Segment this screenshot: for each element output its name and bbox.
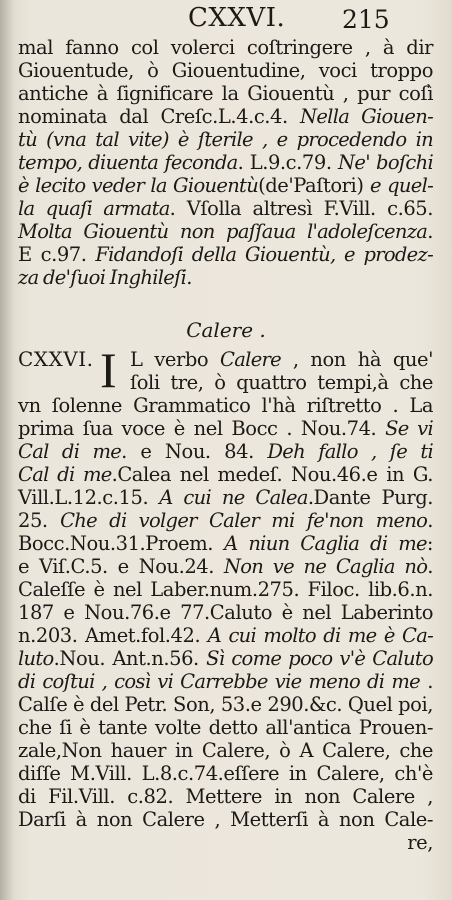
italic-quotation: Nella Giouen- bbox=[299, 105, 433, 128]
text-line bbox=[18, 808, 433, 831]
entry-number: CXXVI. bbox=[18, 347, 94, 371]
section-heading: Calere . bbox=[186, 318, 266, 342]
entry-cxxvi bbox=[18, 342, 434, 854]
text-line bbox=[18, 532, 433, 555]
text-line bbox=[18, 601, 433, 624]
text-line bbox=[18, 785, 433, 808]
text-segment: vn ſolenne Grammatico l'hà riſtretto . La bbox=[18, 394, 433, 417]
text-line bbox=[18, 151, 433, 174]
text-segment: ſoli tre, ò quattro tempi,à che bbox=[130, 371, 433, 394]
text-line bbox=[18, 578, 433, 601]
text-segment: Vill.L.12.c.15. bbox=[18, 486, 160, 509]
text-segment: n.203. Amet.fol.42. bbox=[18, 624, 208, 647]
text-segment: e Viſ.C.5. e Nou.24. bbox=[18, 555, 224, 578]
text-line bbox=[18, 486, 433, 509]
text-segment: , non hà que' bbox=[281, 348, 433, 371]
text-line bbox=[18, 220, 433, 243]
text-segment: re, bbox=[407, 831, 433, 854]
text-line bbox=[18, 693, 433, 716]
text-segment: . e Nou. 84. bbox=[121, 440, 268, 463]
italic-quotation: Deh fallo , ſe ti bbox=[267, 440, 433, 463]
italic-quotation: Cal di me bbox=[18, 463, 112, 486]
text-segment: mal fanno col volerci coſtringere , à dir bbox=[18, 36, 433, 59]
text-segment: . Vſolla altresì F.Vill. c.65. bbox=[169, 197, 434, 220]
text-segment: diſſe M.Vill. L.8.c.74.eſſere in Calere, ch'è bbox=[18, 762, 433, 785]
text-line bbox=[18, 128, 433, 151]
text-line bbox=[18, 105, 433, 128]
text-segment: Caleſſe è nel Laber.num.275. Filoc. lib.6.n. bbox=[18, 578, 433, 601]
text-line bbox=[18, 647, 433, 670]
text-line bbox=[18, 624, 433, 647]
text-segment: . bbox=[427, 509, 433, 532]
text-segment: .Dante Purg. bbox=[307, 486, 433, 509]
italic-quotation: Che di volger Caler mi fe'non meno bbox=[60, 509, 428, 532]
text-line bbox=[18, 440, 433, 463]
text-segment: E c.97. bbox=[18, 243, 96, 266]
drop-cap-lines bbox=[130, 348, 433, 394]
text-segment: L verbo bbox=[130, 348, 221, 371]
text-line bbox=[18, 197, 433, 220]
text-segment: antiche à ſignificare la Giouentù , pur coſì bbox=[18, 82, 433, 105]
text-line bbox=[18, 555, 433, 578]
text-segment: 187 e Nou.76.e 77.Caluto è nel Laberinto bbox=[18, 601, 433, 624]
entry-opening bbox=[18, 342, 433, 398]
text-segment: . bbox=[419, 670, 433, 693]
text-segment: . bbox=[186, 266, 192, 289]
italic-quotation: A niun Caglia di me bbox=[224, 532, 427, 555]
italic-quotation: Se vi bbox=[385, 417, 433, 440]
text-line bbox=[18, 670, 433, 693]
text-segment: che ſi è tante volte detto all'antica Prouen- bbox=[18, 716, 433, 739]
text-segment: zale,Non hauer in Calere, ò A Calere, che bbox=[18, 739, 433, 762]
italic-quotation: tù (vna tal vite) è ſterile , e procedendo in bbox=[18, 128, 433, 151]
text-line bbox=[18, 82, 433, 105]
text-line bbox=[18, 36, 433, 59]
text-line bbox=[18, 243, 433, 266]
italic-quotation: Sì come poco v'è Caluto bbox=[206, 647, 434, 670]
italic-quotation: luto bbox=[18, 647, 54, 670]
italic-quotation: tempo, diuenta feconda bbox=[18, 151, 238, 174]
text-line bbox=[18, 59, 433, 82]
text-line bbox=[18, 417, 433, 440]
italic-quotation: Calere bbox=[220, 348, 281, 371]
text-line bbox=[130, 371, 433, 394]
text-segment: Bocc.Nou.31.Proem. bbox=[18, 532, 225, 555]
preceding-entry-text bbox=[18, 36, 433, 289]
text-line bbox=[18, 266, 433, 289]
italic-quotation: A cui molto di me è Ca- bbox=[207, 624, 434, 647]
text-segment: : bbox=[426, 532, 433, 555]
text-line bbox=[130, 348, 433, 371]
italic-quotation: Non ve ne Caglia nò bbox=[223, 555, 428, 578]
text-segment: 25. bbox=[18, 509, 61, 532]
italic-quotation: è lecito veder la Giouentù bbox=[18, 174, 259, 197]
italic-quotation: Cal di me bbox=[18, 440, 122, 463]
italic-quotation: A cui ne Calea bbox=[159, 486, 308, 509]
page-header bbox=[0, 3, 452, 37]
text-segment: di Fil.Vill. c.82. Mettere in non Calere , bbox=[18, 785, 433, 808]
italic-quotation: Fidandoſi della Giouentù, e prodez- bbox=[95, 243, 433, 266]
text-segment: . L.9.c.79. bbox=[237, 151, 338, 174]
text-line bbox=[18, 509, 433, 532]
text-segment: nominata dal Creſc.L.4.c.4. bbox=[18, 105, 300, 128]
text-line bbox=[18, 739, 433, 762]
italic-quotation: e quel- bbox=[370, 174, 434, 197]
running-head: CXXVI. bbox=[188, 3, 286, 33]
text-line bbox=[18, 394, 433, 417]
text-line bbox=[18, 716, 433, 739]
text-segment: (de'Paſtori) bbox=[258, 174, 370, 197]
text-line bbox=[18, 463, 433, 486]
text-line bbox=[18, 831, 433, 854]
text-line bbox=[18, 762, 433, 785]
text-segment: prima ſua voce è nel Bocc . Nou.74. bbox=[18, 417, 386, 440]
entry-body bbox=[18, 394, 433, 854]
text-segment: .Nou. Ant.n.56. bbox=[53, 647, 207, 670]
text-segment: Giouentude, ò Giouentudine, voci troppo bbox=[18, 59, 433, 82]
italic-quotation: la quaſi armata bbox=[18, 197, 170, 220]
italic-quotation: za de'ſuoi Inghileſi bbox=[18, 266, 187, 289]
text-segment: . bbox=[427, 555, 434, 578]
italic-quotation: di coſtui , così vi Carrebbe vie meno di me bbox=[18, 670, 420, 693]
text-segment: Darſi à non Calere , Metterſi à non Cale- bbox=[18, 808, 433, 831]
italic-quotation: Molta Giouentù non paſſaua l'adoleſcenza bbox=[18, 220, 428, 243]
page-number: 215 bbox=[342, 5, 390, 34]
drop-cap-initial: I bbox=[100, 342, 117, 398]
italic-quotation: Ne' boſchi bbox=[338, 151, 433, 174]
text-segment: . bbox=[427, 220, 433, 243]
text-segment: .Calea nel medeſ. Nou.46.e in G. bbox=[111, 463, 434, 486]
text-segment: Calſe è del Petr. Son, 53.e 290.&c. Quel poi, bbox=[18, 693, 433, 716]
text-line bbox=[18, 174, 433, 197]
